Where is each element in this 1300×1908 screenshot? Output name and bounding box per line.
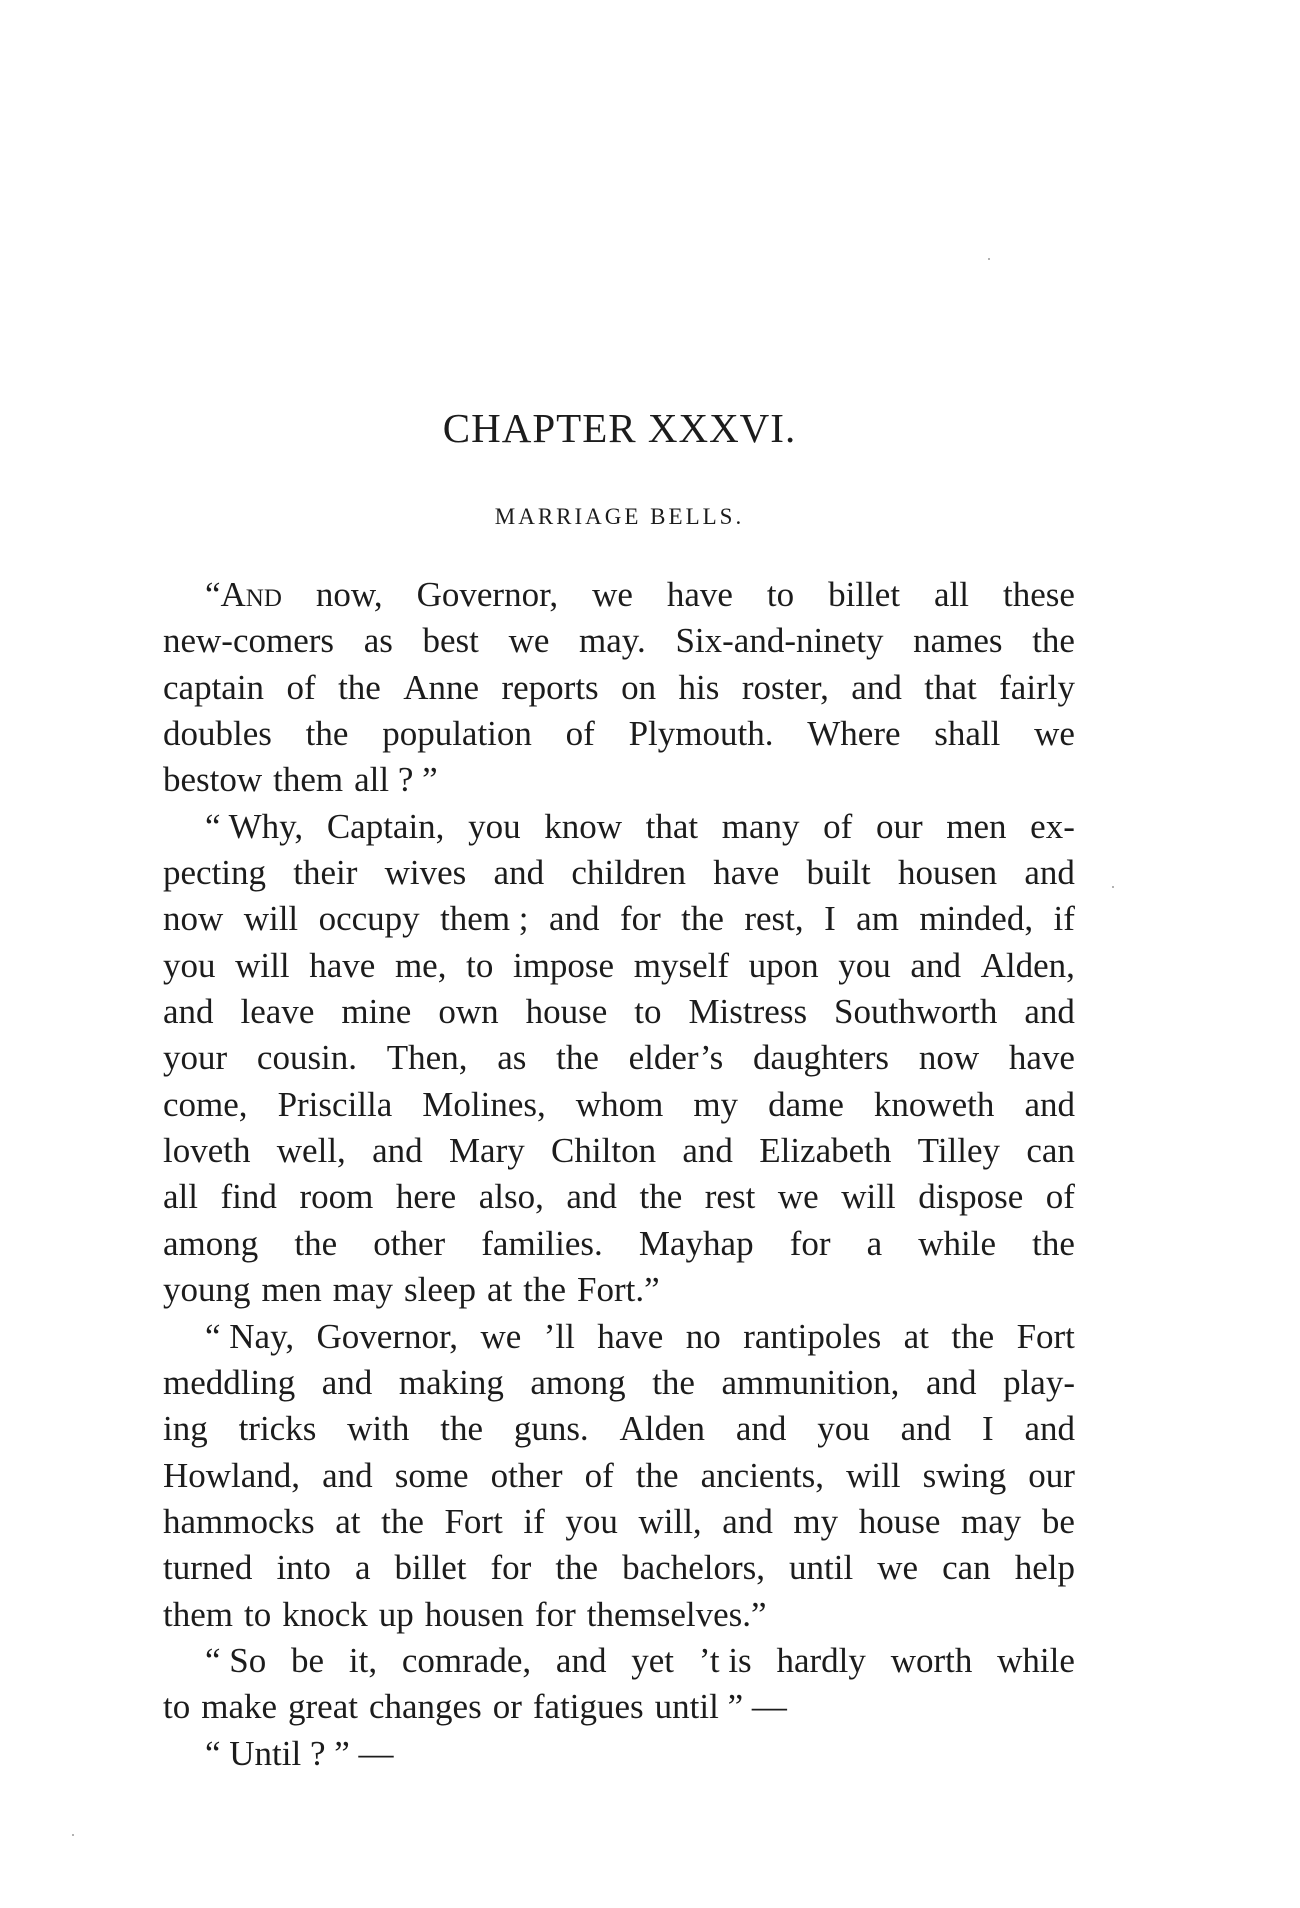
word: Mistress — [688, 992, 808, 1032]
word: the — [338, 667, 381, 707]
text-line — [163, 757, 1075, 803]
word: knock — [282, 1594, 368, 1634]
word: impose — [512, 945, 615, 985]
word: housen — [424, 1594, 524, 1634]
word: and — [722, 1501, 773, 1541]
word: of — [286, 667, 316, 707]
word: that — [645, 806, 699, 846]
word: Chilton — [551, 1131, 657, 1171]
word: worth — [890, 1640, 973, 1680]
word: his — [678, 667, 720, 707]
word: will — [235, 945, 290, 985]
word: Six-and-ninety — [675, 621, 884, 661]
word: these — [1002, 575, 1075, 614]
word: will — [846, 1455, 901, 1495]
word: the — [440, 1409, 483, 1449]
word: here — [395, 1177, 457, 1217]
word: the — [951, 1316, 995, 1356]
word: swing — [922, 1455, 1007, 1495]
word: we — [480, 1316, 522, 1356]
word: best — [422, 621, 479, 661]
word: men — [946, 806, 1007, 846]
word: “ Until ? ” — — [205, 1733, 394, 1773]
word: and — [925, 1362, 977, 1402]
word: myself — [633, 945, 729, 985]
word: the — [523, 1270, 566, 1310]
word: your — [163, 1038, 228, 1078]
word: reports — [501, 667, 599, 707]
word: and — [372, 1131, 423, 1171]
text-line — [163, 989, 1075, 1035]
word: the — [635, 1455, 679, 1495]
word: them — [273, 760, 344, 800]
word: it, — [348, 1640, 378, 1680]
word: Mayhap — [638, 1223, 754, 1263]
word: fatigues — [532, 1687, 644, 1727]
word: and — [1024, 1084, 1075, 1124]
word: and — [555, 1640, 607, 1680]
word: you — [565, 1501, 618, 1541]
page-speck — [1112, 886, 1114, 888]
text-line — [163, 850, 1075, 896]
text-line — [163, 1314, 1075, 1360]
word: house — [858, 1501, 941, 1541]
word: Howland, — [163, 1455, 301, 1495]
word: and — [735, 1409, 787, 1449]
word: you — [817, 1409, 870, 1449]
word: billet — [394, 1548, 467, 1588]
word: the — [681, 899, 724, 939]
word: making — [398, 1362, 504, 1402]
word: we — [1034, 714, 1075, 754]
word: will, — [638, 1501, 702, 1541]
word: if — [1053, 899, 1075, 939]
chapter-title: CHAPTER XXXVI. — [442, 405, 797, 451]
word: to — [634, 992, 662, 1032]
word: Alden, — [980, 945, 1075, 985]
word: well, — [276, 1131, 346, 1171]
word: and — [163, 992, 214, 1032]
word: while — [997, 1640, 1075, 1680]
word: Governor, — [316, 1316, 458, 1356]
word: have — [309, 945, 376, 985]
word: while — [918, 1223, 997, 1263]
word: or — [492, 1687, 522, 1727]
text-line — [163, 1128, 1075, 1174]
word: have — [597, 1316, 664, 1356]
word: may. — [579, 621, 646, 661]
word: men — [261, 1270, 322, 1310]
text-line — [163, 1731, 1075, 1777]
text-line — [163, 1082, 1075, 1128]
word: as — [363, 621, 393, 661]
word: we — [592, 575, 633, 614]
word: will — [243, 899, 299, 939]
word: Governor, — [416, 575, 559, 614]
word: whom — [575, 1084, 664, 1124]
word: names — [913, 621, 1003, 661]
word: we — [508, 621, 550, 661]
word: you — [468, 806, 521, 846]
word: fairly — [999, 667, 1075, 707]
text-line — [163, 1453, 1075, 1499]
word: can — [1026, 1131, 1075, 1171]
word: own — [438, 992, 499, 1032]
word: Where — [807, 714, 901, 754]
word: hardly — [776, 1640, 866, 1680]
word: children — [571, 853, 686, 893]
word: play- — [1003, 1362, 1075, 1402]
word: upon — [748, 945, 819, 985]
word: for — [789, 1223, 831, 1263]
word: Priscilla — [277, 1084, 393, 1124]
word: to — [766, 575, 795, 614]
word: among — [163, 1223, 259, 1263]
word: I — [824, 899, 836, 939]
word: me, — [394, 945, 447, 985]
word: of — [1045, 1177, 1075, 1217]
word: no — [685, 1316, 721, 1356]
word: and — [321, 1362, 373, 1402]
word: doubles — [163, 714, 272, 754]
word: to — [243, 1594, 272, 1634]
text-line — [163, 1638, 1075, 1684]
word: now — [163, 899, 224, 939]
word: ing — [163, 1409, 208, 1449]
word: have — [1008, 1038, 1075, 1078]
text-line — [163, 1545, 1075, 1591]
word: can — [942, 1548, 991, 1588]
word: sleep — [404, 1270, 476, 1310]
word: all — [163, 1177, 198, 1217]
word: population — [382, 714, 532, 754]
word: the — [639, 1177, 683, 1217]
word: the — [555, 1548, 599, 1588]
word: ’t is — [698, 1640, 752, 1680]
word: my — [693, 1084, 739, 1124]
word: knoweth — [873, 1084, 995, 1124]
word: of — [565, 714, 595, 754]
word: them — [163, 1594, 233, 1634]
word: at — [486, 1270, 513, 1310]
text-line — [163, 1406, 1075, 1452]
word: our — [1028, 1455, 1075, 1495]
word: other — [490, 1455, 563, 1495]
word: captain — [163, 667, 265, 707]
word: may — [332, 1270, 394, 1310]
word: dispose — [918, 1177, 1024, 1217]
word: you — [163, 945, 216, 985]
word: housen — [897, 853, 998, 893]
word: rantipoles — [743, 1316, 882, 1356]
word: other — [373, 1223, 446, 1263]
word: will — [841, 1177, 896, 1217]
word: young — [163, 1270, 251, 1310]
word: now, — [315, 575, 383, 614]
word: we — [877, 1548, 919, 1588]
word: new-comers — [163, 621, 335, 661]
word: and — [1024, 1409, 1075, 1449]
word: Fort — [1016, 1316, 1075, 1356]
word: Tilley — [917, 1131, 1001, 1171]
word: our — [875, 806, 923, 846]
word: them ; — [440, 899, 529, 939]
word: the — [305, 714, 349, 754]
word: bestow — [163, 760, 263, 800]
word: Fort — [444, 1501, 503, 1541]
word: be — [1041, 1501, 1075, 1541]
word: we — [777, 1177, 819, 1217]
word: know — [544, 806, 622, 846]
word: cousin. — [256, 1038, 358, 1078]
word: at — [335, 1501, 361, 1541]
word: that — [924, 667, 977, 707]
word: Elizabeth — [759, 1131, 892, 1171]
text-line — [163, 943, 1075, 989]
word: all ? ” — [354, 760, 438, 800]
word: Southworth — [834, 992, 998, 1032]
page-speck — [72, 1834, 74, 1836]
text-line — [163, 572, 1075, 618]
word: for — [619, 899, 661, 939]
word: for — [534, 1594, 576, 1634]
word: “And — [205, 575, 282, 614]
word: have — [666, 575, 733, 614]
word: Fort.” — [576, 1270, 660, 1310]
word: have — [713, 853, 780, 893]
word: help — [1014, 1548, 1075, 1588]
chapter-subtitle: MARRIAGE BELLS. — [494, 504, 745, 529]
text-line — [163, 804, 1075, 850]
word: and — [322, 1455, 373, 1495]
word: with — [347, 1409, 410, 1449]
word: tricks — [238, 1409, 317, 1449]
word: bachelors, — [622, 1548, 765, 1588]
word: ’ll — [543, 1316, 575, 1356]
word: occupy — [318, 899, 420, 939]
text-line — [163, 1174, 1075, 1220]
word: the — [1032, 1223, 1075, 1263]
word: be — [291, 1640, 325, 1680]
word: the — [1032, 621, 1075, 661]
word: ancients, — [700, 1455, 825, 1495]
word: many — [721, 806, 800, 846]
page-speck — [988, 258, 990, 260]
word: “ Why, — [205, 806, 304, 846]
word: house — [525, 992, 608, 1032]
word: yet — [631, 1640, 675, 1680]
word: “ Nay, — [205, 1316, 295, 1356]
word: comrade, — [401, 1640, 532, 1680]
word: make — [201, 1687, 278, 1727]
word: and — [1024, 992, 1075, 1032]
word: Captain, — [326, 806, 445, 846]
word: on — [621, 667, 657, 707]
word: changes — [368, 1687, 482, 1727]
text-line — [163, 1592, 1075, 1638]
word: turned — [163, 1548, 253, 1588]
word: of — [823, 806, 853, 846]
word: at — [903, 1316, 929, 1356]
word: themselves.” — [586, 1594, 767, 1634]
word: my — [793, 1501, 839, 1541]
word: for — [490, 1548, 532, 1588]
word: now — [918, 1038, 980, 1078]
word: a — [866, 1223, 883, 1263]
word: Then, — [386, 1038, 468, 1078]
word: until ” — — [654, 1687, 787, 1727]
word: Anne — [403, 667, 480, 707]
word: Molines, — [422, 1084, 546, 1124]
word: ex- — [1030, 806, 1075, 846]
word: built — [806, 853, 871, 893]
word: and — [851, 667, 902, 707]
word: may — [961, 1501, 1022, 1541]
word: as — [497, 1038, 527, 1078]
word: and — [910, 945, 961, 985]
text-line — [163, 1221, 1075, 1267]
word: to — [163, 1687, 191, 1727]
word: all — [934, 575, 969, 614]
word: roster, — [741, 667, 829, 707]
word: the — [556, 1038, 599, 1078]
word: and — [1024, 853, 1075, 893]
word: shall — [934, 714, 1001, 754]
word: a — [354, 1548, 371, 1588]
word: guns. — [513, 1409, 589, 1449]
word: the — [652, 1362, 695, 1402]
word: and — [682, 1131, 733, 1171]
word: to — [466, 945, 494, 985]
word: also, — [478, 1177, 544, 1217]
word: am — [856, 899, 899, 939]
word: Plymouth. — [628, 714, 774, 754]
word: and — [493, 853, 545, 893]
word: come, — [163, 1084, 248, 1124]
word: and — [548, 899, 600, 939]
word: minded, — [919, 899, 1034, 939]
word: the — [381, 1501, 424, 1541]
word: if — [523, 1501, 545, 1541]
word: ammunition, — [721, 1362, 900, 1402]
word: into — [276, 1548, 331, 1588]
word: loveth — [163, 1131, 251, 1171]
word: find — [220, 1177, 277, 1217]
text-line — [163, 896, 1075, 942]
text-line — [163, 1035, 1075, 1081]
word: meddling — [163, 1362, 296, 1402]
word: room — [299, 1177, 374, 1217]
word: “ So — [205, 1640, 267, 1680]
text-line — [163, 1360, 1075, 1406]
word: mine — [341, 992, 412, 1032]
word: daughters — [752, 1038, 890, 1078]
word: billet — [828, 575, 901, 614]
word: Alden — [619, 1409, 706, 1449]
text-line — [163, 1684, 1075, 1730]
word: among — [530, 1362, 626, 1402]
word: rest, — [744, 899, 804, 939]
word: Mary — [448, 1131, 525, 1171]
text-line — [163, 1267, 1075, 1313]
word: the — [294, 1223, 338, 1263]
word: wives — [384, 853, 467, 893]
word: and — [566, 1177, 617, 1217]
word: some — [394, 1455, 469, 1495]
word: their — [293, 853, 358, 893]
word: hammocks — [163, 1501, 315, 1541]
body-text — [163, 572, 1075, 1777]
word: leave — [240, 992, 315, 1032]
word: dame — [768, 1084, 844, 1124]
word: great — [288, 1687, 358, 1727]
word: and — [900, 1409, 952, 1449]
text-line — [163, 665, 1075, 711]
word: up — [378, 1594, 414, 1634]
word: you — [838, 945, 891, 985]
word: until — [789, 1548, 854, 1588]
text-line — [163, 711, 1075, 757]
word: families. — [481, 1223, 603, 1263]
word: rest — [704, 1177, 756, 1217]
word: pecting — [163, 853, 267, 893]
text-line — [163, 618, 1075, 664]
word: elder’s — [628, 1038, 724, 1078]
word: I — [981, 1409, 994, 1449]
text-line — [163, 1499, 1075, 1545]
word: of — [584, 1455, 614, 1495]
